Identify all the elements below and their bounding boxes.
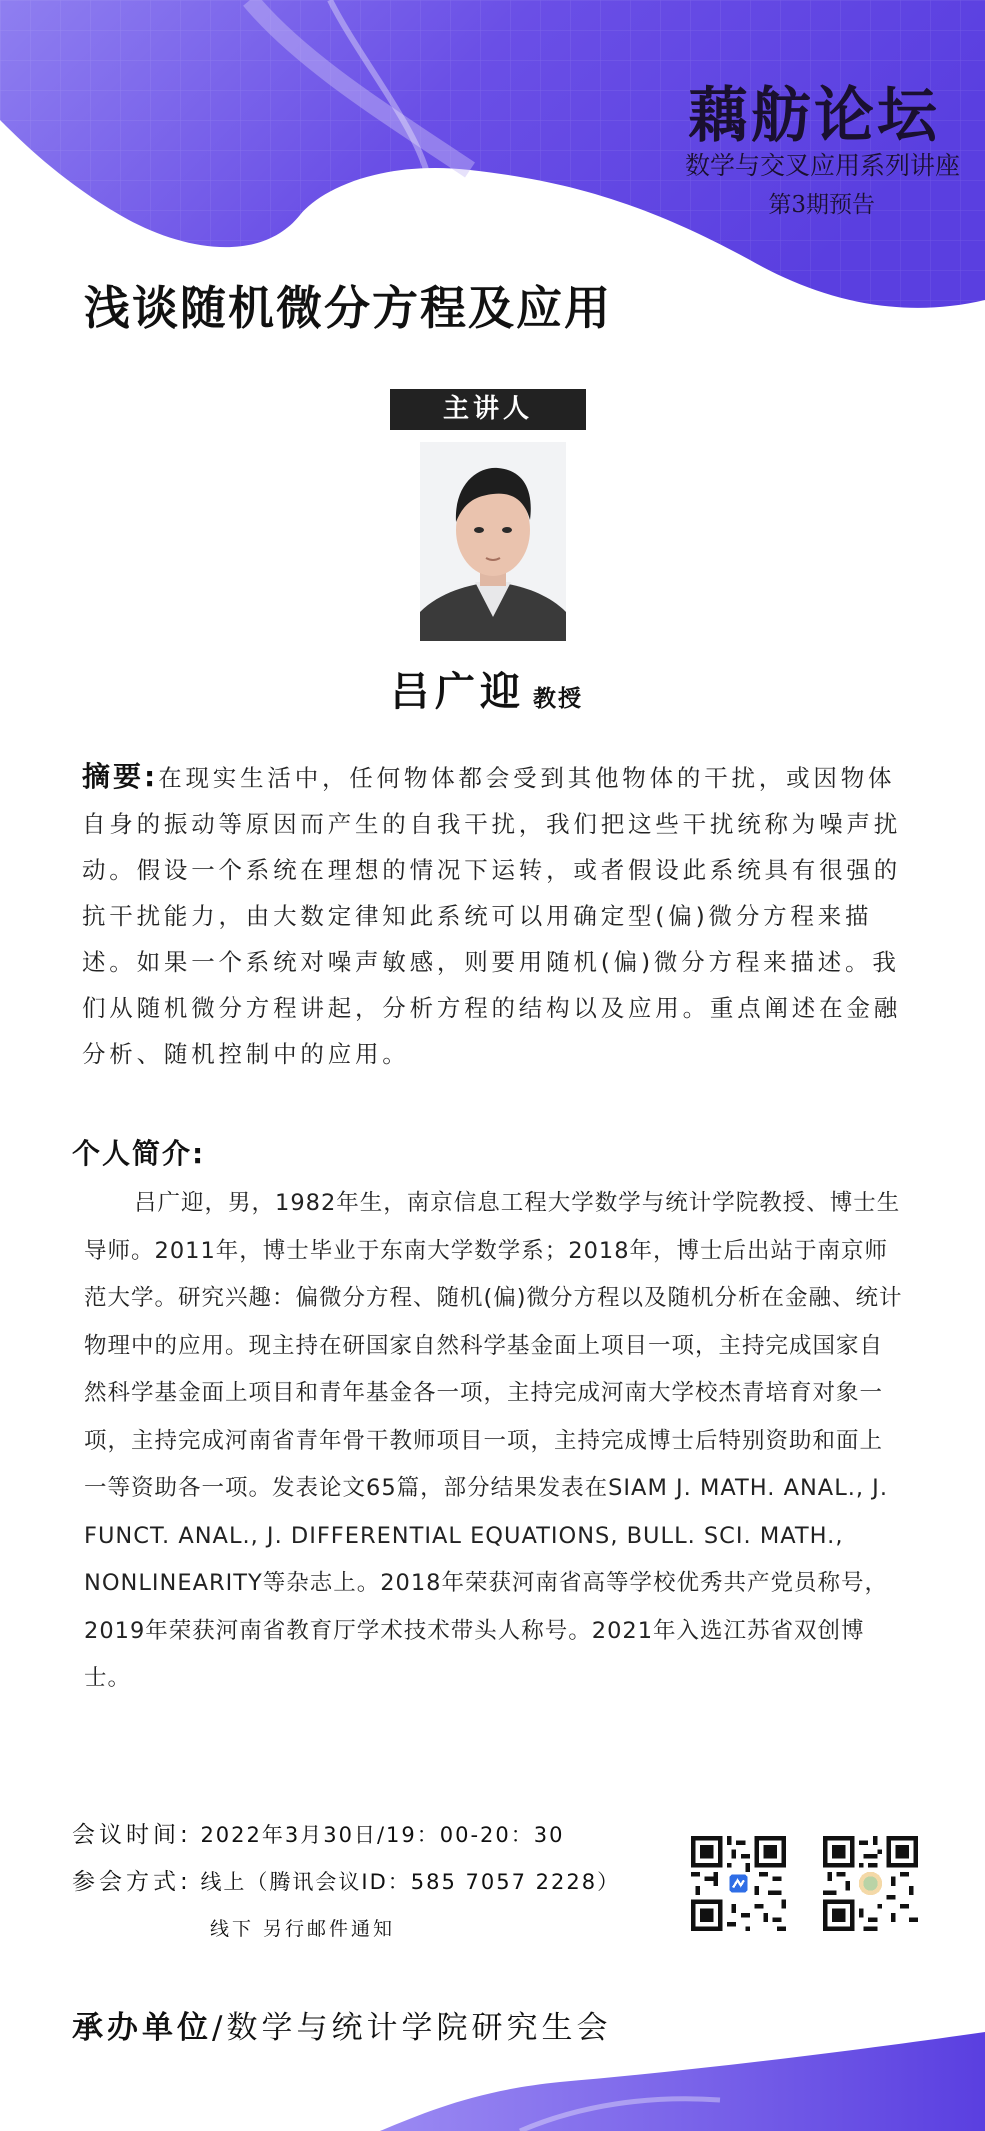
series-name: 数学与交叉应用系列讲座 <box>684 151 960 180</box>
abstract-text: 在现实生活中，任何物体都会受到其他物体的干扰，或因物体自身的振动等原因而产生的自我干扰，我们把这些干扰统称为噪声扰动。假设一个系统在理想的情况下运转，或者假设此系统具有很强的抗干扰能力，由大数定律知此系统可以用确定型(偏)微分方程来描述。如果一个系统对噪声敏感，则要用随机(偏)微分方程来描述。我们从随机微分方程讲起，分析方程的结构以及应用。重点阐述在金融分析、随机控制中的应用。 <box>82 764 901 1068</box>
meeting-mode-row <box>72 1865 620 1912</box>
speaker-rank: 教授 <box>533 686 583 712</box>
abstract-label: 摘要: <box>82 760 159 793</box>
footer-wave-background <box>0 2010 985 2131</box>
meeting-mode-online: 线上（腾讯会议ID：585 7057 2228） <box>200 1870 621 1894</box>
meeting-time-row <box>72 1818 620 1865</box>
wechat-qr-code[interactable] <box>823 1836 918 1931</box>
speaker-tag: 主讲人 <box>390 389 586 430</box>
bio-label: 个人简介: <box>72 1137 206 1170</box>
meeting-time-label: 会议时间: <box>72 1822 192 1848</box>
abstract-section <box>82 754 910 1077</box>
speaker-name: 吕广迎 <box>390 669 525 715</box>
host-value: 数学与统计学院研究生会 <box>226 2010 612 2046</box>
meeting-time-value: 2022年3月30日/19：00-20：30 <box>200 1823 565 1847</box>
meeting-mode-label: 参会方式: <box>72 1869 192 1895</box>
meeting-info <box>72 1818 620 1959</box>
host-label: 承办单位 <box>72 2010 212 2046</box>
speaker-photo <box>420 442 566 641</box>
host-separator: / <box>212 2010 227 2046</box>
issue-label: 第3期预告 <box>768 192 875 218</box>
meeting-qr-code[interactable] <box>691 1836 786 1931</box>
bio-text: 吕广迎，男，1982年生，南京信息工程大学数学与统计学院教授、博士生导师。2011年，博士毕业于东南大学数学系；2018年，博士后出站于南京师范大学。研究兴趣：偏微分方程、随机(偏)微分方程以及随机分析在金融、统计物理中的应用。现主持在研国家自然科学基金面上项目一项，主持完成国家自然科学基金面上项目和青年基金各一项，主持完成河南大学校杰青培育对象一项，主持完成河南省青年骨干教师项目一项，主持完成博士后特别资助和面上一等资助各一项。发表论文65篇，部分结果发表在SIAM J. MATH. ANAL., J. FUNCT. ANAL., J. DIFFERENTIAL EQUATIONS, BULL. SCI. MATH., NONLINEARITY等杂志上。2018年荣获河南省高等学校优秀共产党员称号，2019年荣获河南省教育厅学术技术带头人称号。2021年入选江苏省双创博士。 <box>84 1190 903 1691</box>
lecture-title: 浅谈随机微分方程及应用 <box>84 281 612 335</box>
meeting-mode-offline: 线下 另行邮件通知 <box>210 1918 396 1940</box>
forum-title: 藕舫论坛 <box>688 81 940 151</box>
